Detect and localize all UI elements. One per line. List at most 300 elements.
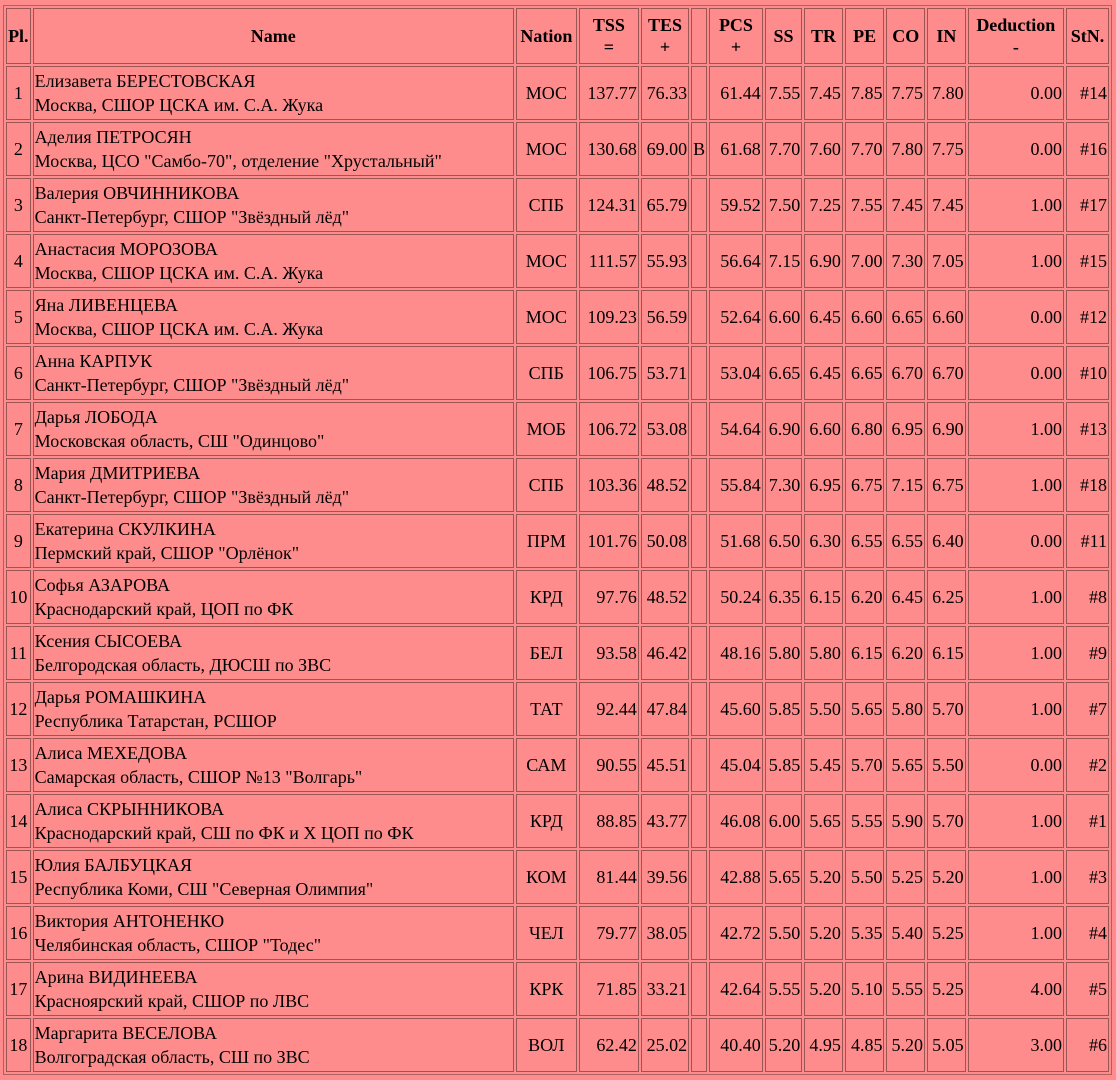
flag-cell xyxy=(691,290,707,344)
in-cell: 7.45 xyxy=(927,178,966,232)
in-cell: 5.25 xyxy=(927,962,966,1016)
tes-cell: 53.71 xyxy=(641,346,689,400)
deduction-cell: 0.00 xyxy=(968,514,1064,568)
in-cell: 5.50 xyxy=(927,738,966,792)
pcs-cell: 45.60 xyxy=(709,682,763,736)
deduction-cell: 0.00 xyxy=(968,346,1064,400)
header-tr: TR xyxy=(804,8,843,64)
co-cell: 5.25 xyxy=(886,850,925,904)
stn-cell: #13 xyxy=(1066,402,1109,456)
table-row xyxy=(6,626,1109,680)
skater-name: Дарья РОМАШКИНА xyxy=(34,687,207,707)
pcs-cell: 61.44 xyxy=(709,66,763,120)
place-cell: 13 xyxy=(6,738,31,792)
table-row xyxy=(6,850,1109,904)
skater-cell xyxy=(33,234,514,288)
tss-cell: 88.85 xyxy=(579,794,639,848)
skater-cell xyxy=(33,346,514,400)
pe-cell: 4.85 xyxy=(845,1018,885,1072)
place-cell: 16 xyxy=(6,906,31,960)
pcs-cell: 45.04 xyxy=(709,738,763,792)
pcs-cell: 48.16 xyxy=(709,626,763,680)
pe-cell: 6.15 xyxy=(845,626,885,680)
co-cell: 6.65 xyxy=(886,290,925,344)
deduction-cell: 1.00 xyxy=(968,906,1064,960)
header-co: CO xyxy=(886,8,925,64)
skater-club: Москва, СШОР ЦСКА им. С.А. Жука xyxy=(34,319,324,339)
tes-cell: 25.02 xyxy=(641,1018,689,1072)
co-cell: 5.40 xyxy=(886,906,925,960)
stn-cell: #12 xyxy=(1066,290,1109,344)
tes-cell: 43.77 xyxy=(641,794,689,848)
co-cell: 7.15 xyxy=(886,458,925,512)
pe-cell: 6.60 xyxy=(845,290,885,344)
place-cell: 11 xyxy=(6,626,31,680)
tss-cell: 62.42 xyxy=(579,1018,639,1072)
table-row xyxy=(6,234,1109,288)
tr-cell: 5.50 xyxy=(804,682,843,736)
stn-cell: #1 xyxy=(1066,794,1109,848)
place-cell: 8 xyxy=(6,458,31,512)
header-pe: PE xyxy=(845,8,885,64)
stn-cell: #3 xyxy=(1066,850,1109,904)
nation-cell: КРД xyxy=(516,794,577,848)
stn-cell: #17 xyxy=(1066,178,1109,232)
pcs-cell: 40.40 xyxy=(709,1018,763,1072)
pcs-cell: 42.72 xyxy=(709,906,763,960)
in-cell: 7.05 xyxy=(927,234,966,288)
co-cell: 7.80 xyxy=(886,122,925,176)
skater-cell xyxy=(33,402,514,456)
table-row xyxy=(6,290,1109,344)
skater-club: Санкт-Петербург, СШОР "Звёздный лёд" xyxy=(34,207,350,227)
deduction-cell: 1.00 xyxy=(968,178,1064,232)
place-cell: 10 xyxy=(6,570,31,624)
nation-cell: МОС xyxy=(516,122,577,176)
skater-club: Челябинская область, СШОР "Тодес" xyxy=(34,935,322,955)
header-tes: TES + xyxy=(641,8,689,64)
table-row xyxy=(6,66,1109,120)
skater-name: Софья АЗАРОВА xyxy=(34,575,170,595)
header-pl: Pl. xyxy=(6,8,31,64)
place-cell: 4 xyxy=(6,234,31,288)
skater-club: Москва, СШОР ЦСКА им. С.А. Жука xyxy=(34,263,324,283)
stn-cell: #18 xyxy=(1066,458,1109,512)
skater-club: Санкт-Петербург, СШОР "Звёздный лёд" xyxy=(34,375,350,395)
tr-cell: 6.45 xyxy=(804,346,843,400)
co-cell: 6.45 xyxy=(886,570,925,624)
skater-name: Арина ВИДИНЕЕВА xyxy=(34,967,198,987)
skater-cell xyxy=(33,514,514,568)
in-cell: 5.20 xyxy=(927,850,966,904)
flag-cell: B xyxy=(691,122,707,176)
ss-cell: 6.35 xyxy=(765,570,803,624)
nation-cell: БЕЛ xyxy=(516,626,577,680)
ss-cell: 6.60 xyxy=(765,290,803,344)
stn-cell: #2 xyxy=(1066,738,1109,792)
tes-cell: 39.56 xyxy=(641,850,689,904)
results-body xyxy=(6,66,1109,1072)
nation-cell: МОБ xyxy=(516,402,577,456)
tr-cell: 5.20 xyxy=(804,906,843,960)
flag-cell xyxy=(691,794,707,848)
pcs-cell: 51.68 xyxy=(709,514,763,568)
flag-cell xyxy=(691,682,707,736)
tes-cell: 50.08 xyxy=(641,514,689,568)
tss-cell: 79.77 xyxy=(579,906,639,960)
flag-cell xyxy=(691,178,707,232)
pcs-cell: 53.04 xyxy=(709,346,763,400)
place-cell: 2 xyxy=(6,122,31,176)
skater-name: Яна ЛИВЕНЦЕВА xyxy=(34,295,178,315)
header-stn: StN. xyxy=(1066,8,1109,64)
flag-cell xyxy=(691,346,707,400)
deduction-cell: 4.00 xyxy=(968,962,1064,1016)
table-row xyxy=(6,906,1109,960)
tr-cell: 6.30 xyxy=(804,514,843,568)
skater-club: Республика Татарстан, РСШОР xyxy=(34,711,277,731)
in-cell: 6.60 xyxy=(927,290,966,344)
tss-cell: 137.77 xyxy=(579,66,639,120)
deduction-cell: 1.00 xyxy=(968,402,1064,456)
pe-cell: 6.65 xyxy=(845,346,885,400)
table-row xyxy=(6,682,1109,736)
nation-cell: МОС xyxy=(516,66,577,120)
ss-cell: 5.85 xyxy=(765,738,803,792)
flag-cell xyxy=(691,906,707,960)
co-cell: 7.75 xyxy=(886,66,925,120)
skater-name: Анна КАРПУК xyxy=(34,351,153,371)
in-cell: 7.80 xyxy=(927,66,966,120)
nation-cell: МОС xyxy=(516,234,577,288)
nation-cell: СПБ xyxy=(516,178,577,232)
tss-cell: 124.31 xyxy=(579,178,639,232)
in-cell: 6.15 xyxy=(927,626,966,680)
skater-name: Мария ДМИТРИЕВА xyxy=(34,463,201,483)
ss-cell: 7.15 xyxy=(765,234,803,288)
skater-name: Анастасия МОРОЗОВА xyxy=(34,239,218,259)
skater-name: Екатерина СКУЛКИНА xyxy=(34,519,216,539)
stn-cell: #4 xyxy=(1066,906,1109,960)
tes-cell: 56.59 xyxy=(641,290,689,344)
deduction-cell: 1.00 xyxy=(968,234,1064,288)
nation-cell: КОМ xyxy=(516,850,577,904)
nation-cell: КРД xyxy=(516,570,577,624)
skater-cell xyxy=(33,962,514,1016)
table-row xyxy=(6,962,1109,1016)
skater-club: Краснодарский край, ЦОП по ФК xyxy=(34,599,294,619)
tes-cell: 53.08 xyxy=(641,402,689,456)
table-row xyxy=(6,1018,1109,1072)
tes-cell: 69.00 xyxy=(641,122,689,176)
pcs-cell: 52.64 xyxy=(709,290,763,344)
tes-cell: 48.52 xyxy=(641,458,689,512)
skater-cell xyxy=(33,738,514,792)
pe-cell: 7.00 xyxy=(845,234,885,288)
skater-cell xyxy=(33,458,514,512)
ss-cell: 6.90 xyxy=(765,402,803,456)
skater-name: Валерия ОВЧИННИКОВА xyxy=(34,183,240,203)
skater-club: Волгоградская область, СШ по ЗВС xyxy=(34,1047,310,1067)
tr-cell: 5.45 xyxy=(804,738,843,792)
deduction-cell: 3.00 xyxy=(968,1018,1064,1072)
tss-cell: 97.76 xyxy=(579,570,639,624)
deduction-cell: 1.00 xyxy=(968,626,1064,680)
pe-cell: 5.65 xyxy=(845,682,885,736)
skater-cell xyxy=(33,794,514,848)
flag-cell xyxy=(691,850,707,904)
stn-cell: #14 xyxy=(1066,66,1109,120)
deduction-cell: 0.00 xyxy=(968,738,1064,792)
table-row xyxy=(6,458,1109,512)
table-row xyxy=(6,514,1109,568)
skater-name: Маргарита ВЕСЕЛОВА xyxy=(34,1023,218,1043)
tss-cell: 93.58 xyxy=(579,626,639,680)
ss-cell: 5.85 xyxy=(765,682,803,736)
header-nation: Nation xyxy=(516,8,577,64)
tr-cell: 5.20 xyxy=(804,850,843,904)
skater-club: Краснодарский край, СШ по ФК и Х ЦОП по ФК xyxy=(34,823,414,843)
pcs-cell: 46.08 xyxy=(709,794,763,848)
table-row xyxy=(6,402,1109,456)
tr-cell: 6.15 xyxy=(804,570,843,624)
ss-cell: 6.50 xyxy=(765,514,803,568)
stn-cell: #16 xyxy=(1066,122,1109,176)
skater-club: Пермский край, СШОР "Орлёнок" xyxy=(34,543,300,563)
place-cell: 1 xyxy=(6,66,31,120)
skater-name: Юлия БАЛБУЦКАЯ xyxy=(34,855,193,875)
pcs-cell: 55.84 xyxy=(709,458,763,512)
nation-cell: МОС xyxy=(516,290,577,344)
skater-cell xyxy=(33,906,514,960)
pe-cell: 7.55 xyxy=(845,178,885,232)
in-cell: 6.40 xyxy=(927,514,966,568)
nation-cell: СПБ xyxy=(516,458,577,512)
tss-cell: 109.23 xyxy=(579,290,639,344)
pe-cell: 5.70 xyxy=(845,738,885,792)
pe-cell: 5.10 xyxy=(845,962,885,1016)
skater-club: Республика Коми, СШ "Северная Олимпия" xyxy=(34,879,374,899)
header-deduction: Deduction - xyxy=(968,8,1064,64)
nation-cell: ТАТ xyxy=(516,682,577,736)
tr-cell: 5.20 xyxy=(804,962,843,1016)
place-cell: 12 xyxy=(6,682,31,736)
nation-cell: ПРМ xyxy=(516,514,577,568)
tss-cell: 81.44 xyxy=(579,850,639,904)
place-cell: 18 xyxy=(6,1018,31,1072)
deduction-cell: 1.00 xyxy=(968,458,1064,512)
skater-cell xyxy=(33,178,514,232)
tss-cell: 106.72 xyxy=(579,402,639,456)
skater-cell xyxy=(33,570,514,624)
tr-cell: 7.60 xyxy=(804,122,843,176)
skater-name: Алиса МЕХЕДОВА xyxy=(34,743,188,763)
co-cell: 7.45 xyxy=(886,178,925,232)
tr-cell: 4.95 xyxy=(804,1018,843,1072)
header-in: IN xyxy=(927,8,966,64)
co-cell: 5.65 xyxy=(886,738,925,792)
tr-cell: 7.25 xyxy=(804,178,843,232)
tr-cell: 6.95 xyxy=(804,458,843,512)
in-cell: 5.70 xyxy=(927,794,966,848)
co-cell: 6.70 xyxy=(886,346,925,400)
flag-cell xyxy=(691,66,707,120)
nation-cell: СПБ xyxy=(516,346,577,400)
pe-cell: 7.70 xyxy=(845,122,885,176)
tr-cell: 6.90 xyxy=(804,234,843,288)
in-cell: 6.25 xyxy=(927,570,966,624)
co-cell: 5.55 xyxy=(886,962,925,1016)
tr-cell: 5.80 xyxy=(804,626,843,680)
pcs-cell: 50.24 xyxy=(709,570,763,624)
skater-cell xyxy=(33,1018,514,1072)
table-row xyxy=(6,570,1109,624)
pcs-cell: 42.64 xyxy=(709,962,763,1016)
tr-cell: 5.65 xyxy=(804,794,843,848)
stn-cell: #15 xyxy=(1066,234,1109,288)
deduction-cell: 1.00 xyxy=(968,850,1064,904)
table-row xyxy=(6,178,1109,232)
in-cell: 7.75 xyxy=(927,122,966,176)
flag-cell xyxy=(691,234,707,288)
header-flag xyxy=(691,8,707,64)
ss-cell: 7.55 xyxy=(765,66,803,120)
tes-cell: 38.05 xyxy=(641,906,689,960)
co-cell: 5.20 xyxy=(886,1018,925,1072)
in-cell: 5.70 xyxy=(927,682,966,736)
ss-cell: 7.30 xyxy=(765,458,803,512)
nation-cell: ВОЛ xyxy=(516,1018,577,1072)
place-cell: 3 xyxy=(6,178,31,232)
tes-cell: 76.33 xyxy=(641,66,689,120)
nation-cell: САМ xyxy=(516,738,577,792)
pe-cell: 6.80 xyxy=(845,402,885,456)
table-row xyxy=(6,346,1109,400)
ss-cell: 7.70 xyxy=(765,122,803,176)
pcs-cell: 59.52 xyxy=(709,178,763,232)
header-ss: SS xyxy=(765,8,803,64)
flag-cell xyxy=(691,738,707,792)
place-cell: 15 xyxy=(6,850,31,904)
tr-cell: 7.45 xyxy=(804,66,843,120)
tss-cell: 103.36 xyxy=(579,458,639,512)
results-table xyxy=(3,5,1112,1075)
skater-cell xyxy=(33,122,514,176)
deduction-cell: 0.00 xyxy=(968,122,1064,176)
skater-cell xyxy=(33,626,514,680)
nation-cell: КРК xyxy=(516,962,577,1016)
stn-cell: #10 xyxy=(1066,346,1109,400)
tes-cell: 65.79 xyxy=(641,178,689,232)
tss-cell: 71.85 xyxy=(579,962,639,1016)
tss-cell: 101.76 xyxy=(579,514,639,568)
ss-cell: 5.20 xyxy=(765,1018,803,1072)
in-cell: 6.90 xyxy=(927,402,966,456)
ss-cell: 6.00 xyxy=(765,794,803,848)
deduction-cell: 0.00 xyxy=(968,66,1064,120)
place-cell: 7 xyxy=(6,402,31,456)
nation-cell: ЧЕЛ xyxy=(516,906,577,960)
table-row xyxy=(6,794,1109,848)
tss-cell: 111.57 xyxy=(579,234,639,288)
stn-cell: #6 xyxy=(1066,1018,1109,1072)
pe-cell: 5.35 xyxy=(845,906,885,960)
co-cell: 5.80 xyxy=(886,682,925,736)
co-cell: 6.55 xyxy=(886,514,925,568)
skater-club: Санкт-Петербург, СШОР "Звёздный лёд" xyxy=(34,487,350,507)
tss-cell: 106.75 xyxy=(579,346,639,400)
pcs-cell: 56.64 xyxy=(709,234,763,288)
place-cell: 9 xyxy=(6,514,31,568)
place-cell: 14 xyxy=(6,794,31,848)
tes-cell: 46.42 xyxy=(641,626,689,680)
pe-cell: 6.55 xyxy=(845,514,885,568)
deduction-cell: 0.00 xyxy=(968,290,1064,344)
tes-cell: 55.93 xyxy=(641,234,689,288)
pcs-cell: 42.88 xyxy=(709,850,763,904)
in-cell: 5.25 xyxy=(927,906,966,960)
place-cell: 5 xyxy=(6,290,31,344)
stn-cell: #5 xyxy=(1066,962,1109,1016)
tss-cell: 90.55 xyxy=(579,738,639,792)
tss-cell: 92.44 xyxy=(579,682,639,736)
ss-cell: 5.50 xyxy=(765,906,803,960)
ss-cell: 7.50 xyxy=(765,178,803,232)
tes-cell: 33.21 xyxy=(641,962,689,1016)
flag-cell xyxy=(691,570,707,624)
tr-cell: 6.45 xyxy=(804,290,843,344)
deduction-cell: 1.00 xyxy=(968,682,1064,736)
co-cell: 7.30 xyxy=(886,234,925,288)
skater-cell xyxy=(33,290,514,344)
stn-cell: #7 xyxy=(1066,682,1109,736)
stn-cell: #8 xyxy=(1066,570,1109,624)
skater-cell xyxy=(33,850,514,904)
pe-cell: 5.50 xyxy=(845,850,885,904)
pcs-cell: 61.68 xyxy=(709,122,763,176)
tes-cell: 47.84 xyxy=(641,682,689,736)
flag-cell xyxy=(691,962,707,1016)
flag-cell xyxy=(691,402,707,456)
in-cell: 6.70 xyxy=(927,346,966,400)
skater-name: Ксения СЫСОЕВА xyxy=(34,631,183,651)
in-cell: 5.05 xyxy=(927,1018,966,1072)
ss-cell: 6.65 xyxy=(765,346,803,400)
tes-cell: 48.52 xyxy=(641,570,689,624)
stn-cell: #9 xyxy=(1066,626,1109,680)
pe-cell: 7.85 xyxy=(845,66,885,120)
skater-club: Самарская область, СШОР №13 "Волгарь" xyxy=(34,767,363,787)
skater-name: Дарья ЛОБОДА xyxy=(34,407,158,427)
pcs-cell: 54.64 xyxy=(709,402,763,456)
skater-club: Москва, ЦСО "Самбо-70", отделение "Хрустальный" xyxy=(34,151,442,171)
skater-club: Москва, СШОР ЦСКА им. С.А. Жука xyxy=(34,95,324,115)
ss-cell: 5.80 xyxy=(765,626,803,680)
skater-name: Алиса СКРЫННИКОВА xyxy=(34,799,225,819)
skater-club: Белгородская область, ДЮСШ по ЗВС xyxy=(34,655,332,675)
flag-cell xyxy=(691,458,707,512)
stn-cell: #11 xyxy=(1066,514,1109,568)
tr-cell: 6.60 xyxy=(804,402,843,456)
header-tss: TSS = xyxy=(579,8,639,64)
skater-name: Виктория АНТОНЕНКО xyxy=(34,911,225,931)
deduction-cell: 1.00 xyxy=(968,794,1064,848)
skater-cell xyxy=(33,66,514,120)
pe-cell: 5.55 xyxy=(845,794,885,848)
ss-cell: 5.65 xyxy=(765,850,803,904)
skater-club: Красноярский край, СШОР по ЛВС xyxy=(34,991,310,1011)
skater-cell xyxy=(33,682,514,736)
